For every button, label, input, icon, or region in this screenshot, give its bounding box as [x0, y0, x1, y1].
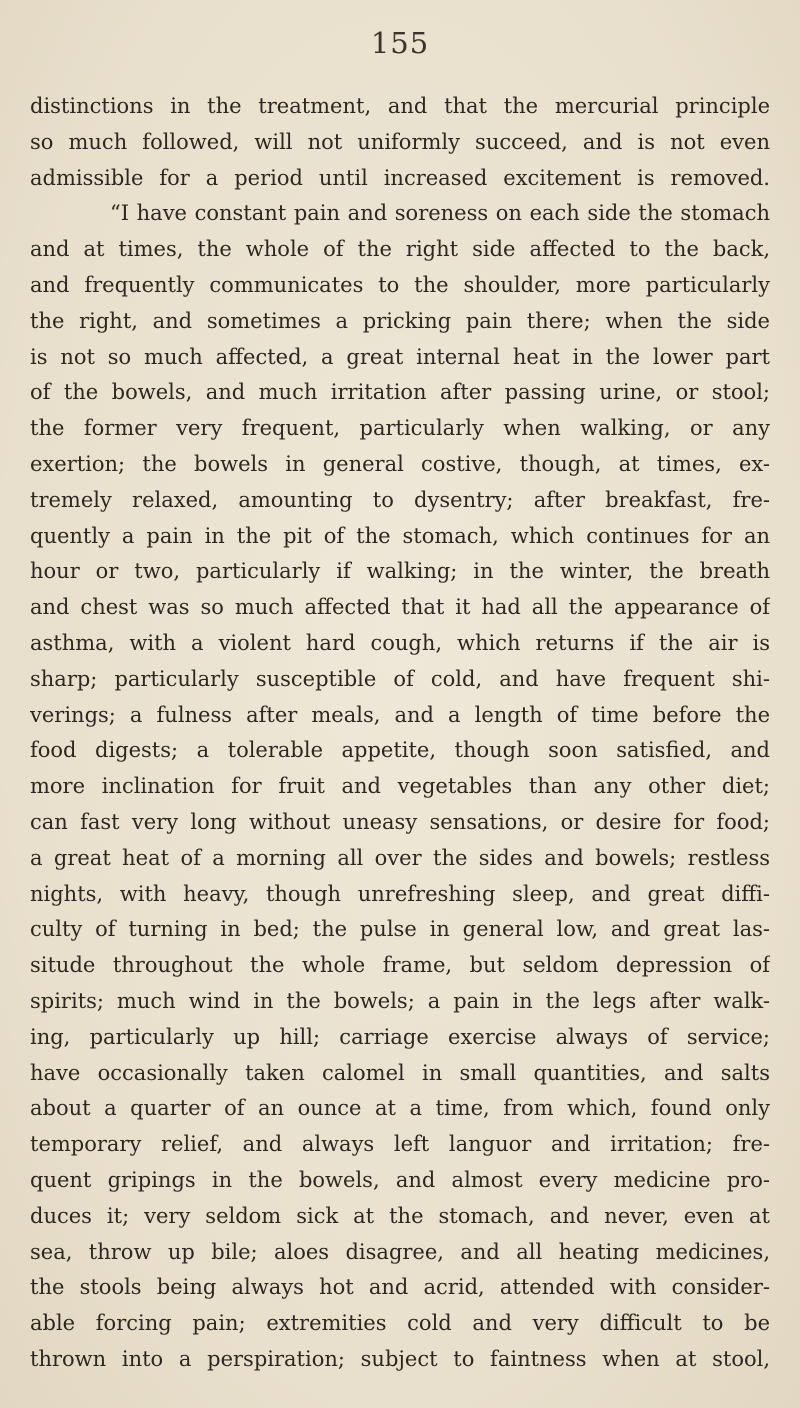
text-line: food digests; a tolerable appetite, though soon satisfied, and — [30, 738, 770, 763]
text-line: the stools being always hot and acrid, attended with consider- — [30, 1275, 770, 1300]
text-line: tremely relaxed, amounting to dysentry; after breakfast, fre- — [30, 487, 770, 512]
text-line: and frequently communicates to the shoulder, more particularly — [30, 272, 770, 297]
text-line: have occasionally taken calomel in small quantities, and salts — [30, 1060, 770, 1085]
text-line: culty of turning in bed; the pulse in general low, and great las- — [30, 917, 770, 942]
text-line: able forcing pain; extremities cold and very difficult to be — [30, 1311, 770, 1336]
text-line: a great heat of a morning all over the sides and bowels; restless — [30, 845, 770, 870]
text-line: the former very frequent, particularly when walking, or any — [30, 416, 770, 441]
text-line: thrown into a perspiration; subject to faintness when at stool, — [30, 1346, 770, 1371]
page-number: 155 — [370, 26, 430, 60]
text-line: the right, and sometimes a pricking pain there; when the side — [30, 308, 770, 333]
text-line: can fast very long without uneasy sensations, or desire for food; — [30, 809, 770, 834]
text-line: duces it; very seldom sick at the stomach, and never, even at — [30, 1203, 770, 1228]
text-line: “I have constant pain and soreness on each side the stomach — [110, 201, 770, 226]
text-line: so much followed, will not uniformly succeed, and is not even — [30, 129, 770, 154]
text-line: asthma, with a violent hard cough, which returns if the air is — [30, 630, 770, 655]
text-line: hour or two, particularly if walking; in the winter, the breath — [30, 559, 770, 584]
text-line: temporary relief, and always left languor and irritation; fre- — [30, 1132, 770, 1157]
text-line: exertion; the bowels in general costive, though, at times, ex- — [30, 451, 770, 476]
text-line: about a quarter of an ounce at a time, from which, found only — [30, 1096, 770, 1121]
text-line: sharp; particularly susceptible of cold, and have frequent shi- — [30, 666, 770, 691]
text-line: is not so much affected, a great internal heat in the lower part — [30, 344, 770, 369]
text-line: admissible for a period until increased excitement is removed. — [30, 165, 770, 190]
text-line: more inclination for fruit and vegetables than any other diet; — [30, 774, 770, 799]
text-line: quently a pain in the pit of the stomach, which continues for an — [30, 523, 770, 548]
text-line: spirits; much wind in the bowels; a pain in the legs after walk- — [30, 988, 770, 1013]
text-line: quent gripings in the bowels, and almost every medicine pro- — [30, 1167, 770, 1192]
text-line: ing, particularly up hill; carriage exercise always of service; — [30, 1024, 770, 1049]
text-line: distinctions in the treatment, and that the mercurial principle — [30, 94, 770, 118]
text-line: and at times, the whole of the right side affected to the back, — [30, 237, 770, 262]
text-line: and chest was so much affected that it had all the appearance of — [30, 595, 770, 620]
text-line: sea, throw up bile; aloes disagree, and all heating medicines, — [30, 1239, 770, 1264]
text-line: of the bowels, and much irritation after passing urine, or stool; — [30, 380, 770, 405]
text-line: nights, with heavy, though unrefreshing sleep, and great diffi- — [30, 881, 770, 906]
body-text — [30, 89, 770, 1378]
text-line: verings; a fulness after meals, and a length of time before the — [30, 702, 770, 727]
text-line: situde throughout the whole frame, but seldom depression of — [30, 953, 770, 978]
